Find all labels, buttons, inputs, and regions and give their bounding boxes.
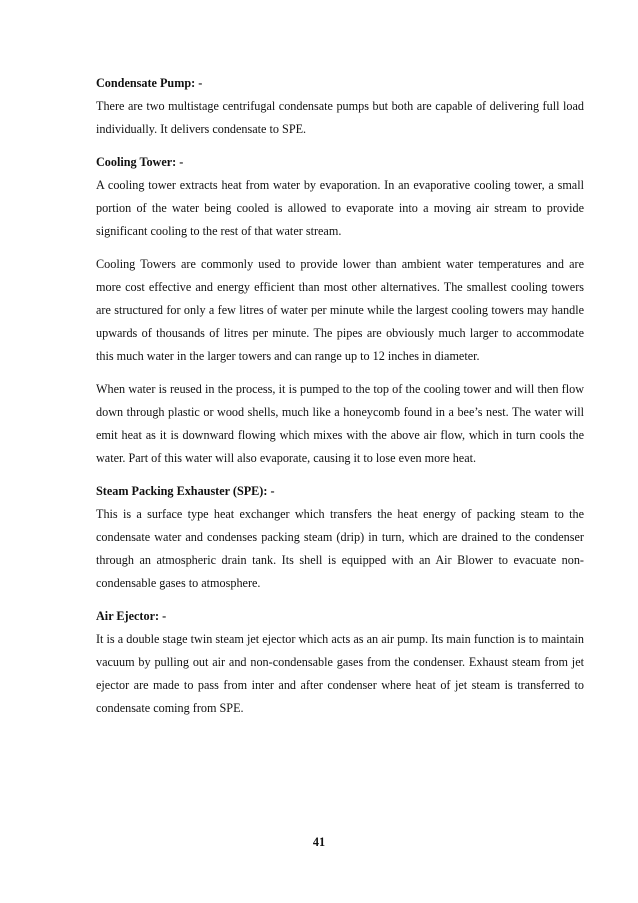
section-heading: Air Ejector: -	[96, 609, 167, 623]
section-condensate-pump	[96, 72, 584, 141]
page-number: 41	[312, 835, 326, 849]
section-heading: Condensate Pump: -	[96, 76, 203, 90]
paragraph: Cooling Towers are commonly used to provide lower than ambient water temperatures and are more cost effective and energy efficient than most other alternatives. The smallest cooling towers are structured for only a few litres of water per minute while the largest cooling towers may handle upwards of thousands of litres per minute. The pipes are obviously much larger to accommodate this much water in the larger towers and can range up to 12 inches in diameter.	[96, 257, 584, 363]
paragraph: A cooling tower extracts heat from water by evaporation. In an evaporative cooling tower, a small portion of the water being cooled is allowed to evaporate into a moving air stream to provide significant cooling to the rest of that water stream.	[96, 178, 584, 238]
paragraph: When water is reused in the process, it is pumped to the top of the cooling tower and will then flow down through plastic or wood shells, much like a honeycomb found in a bee’s nest. The water will emit heat as it is downward flowing which mixes with the above air flow, which in turn cools the water. Part of this water will also evaporate, causing it to lose even more heat.	[96, 382, 584, 465]
section-cooling-tower	[96, 151, 584, 470]
section-heading: Steam Packing Exhauster (SPE): -	[96, 484, 275, 498]
section-steam-packing-exhauster	[96, 480, 584, 595]
section-heading: Cooling Tower: -	[96, 155, 184, 169]
section-air-ejector	[96, 605, 584, 720]
paragraph: It is a double stage twin steam jet ejector which acts as an air pump. Its main function is to maintain vacuum by pulling out air and non-condensable gases from the condenser. Exhaust steam from jet ejector are made to pass from inter and after condenser where heat of jet steam is transferred to condensate coming from SPE.	[96, 632, 584, 715]
page-content	[96, 72, 584, 730]
paragraph: This is a surface type heat exchanger which transfers the heat energy of packing steam to the condensate water and condenses packing steam (drip) in turn, which are drained to the condenser through an atmospheric drain tank. Its shell is equipped with an Air Blower to evacuate non-condensable gases to atmosphere.	[96, 507, 584, 590]
paragraph: There are two multistage centrifugal condensate pumps but both are capable of delivering full load individually. It delivers condensate to SPE.	[96, 99, 584, 136]
